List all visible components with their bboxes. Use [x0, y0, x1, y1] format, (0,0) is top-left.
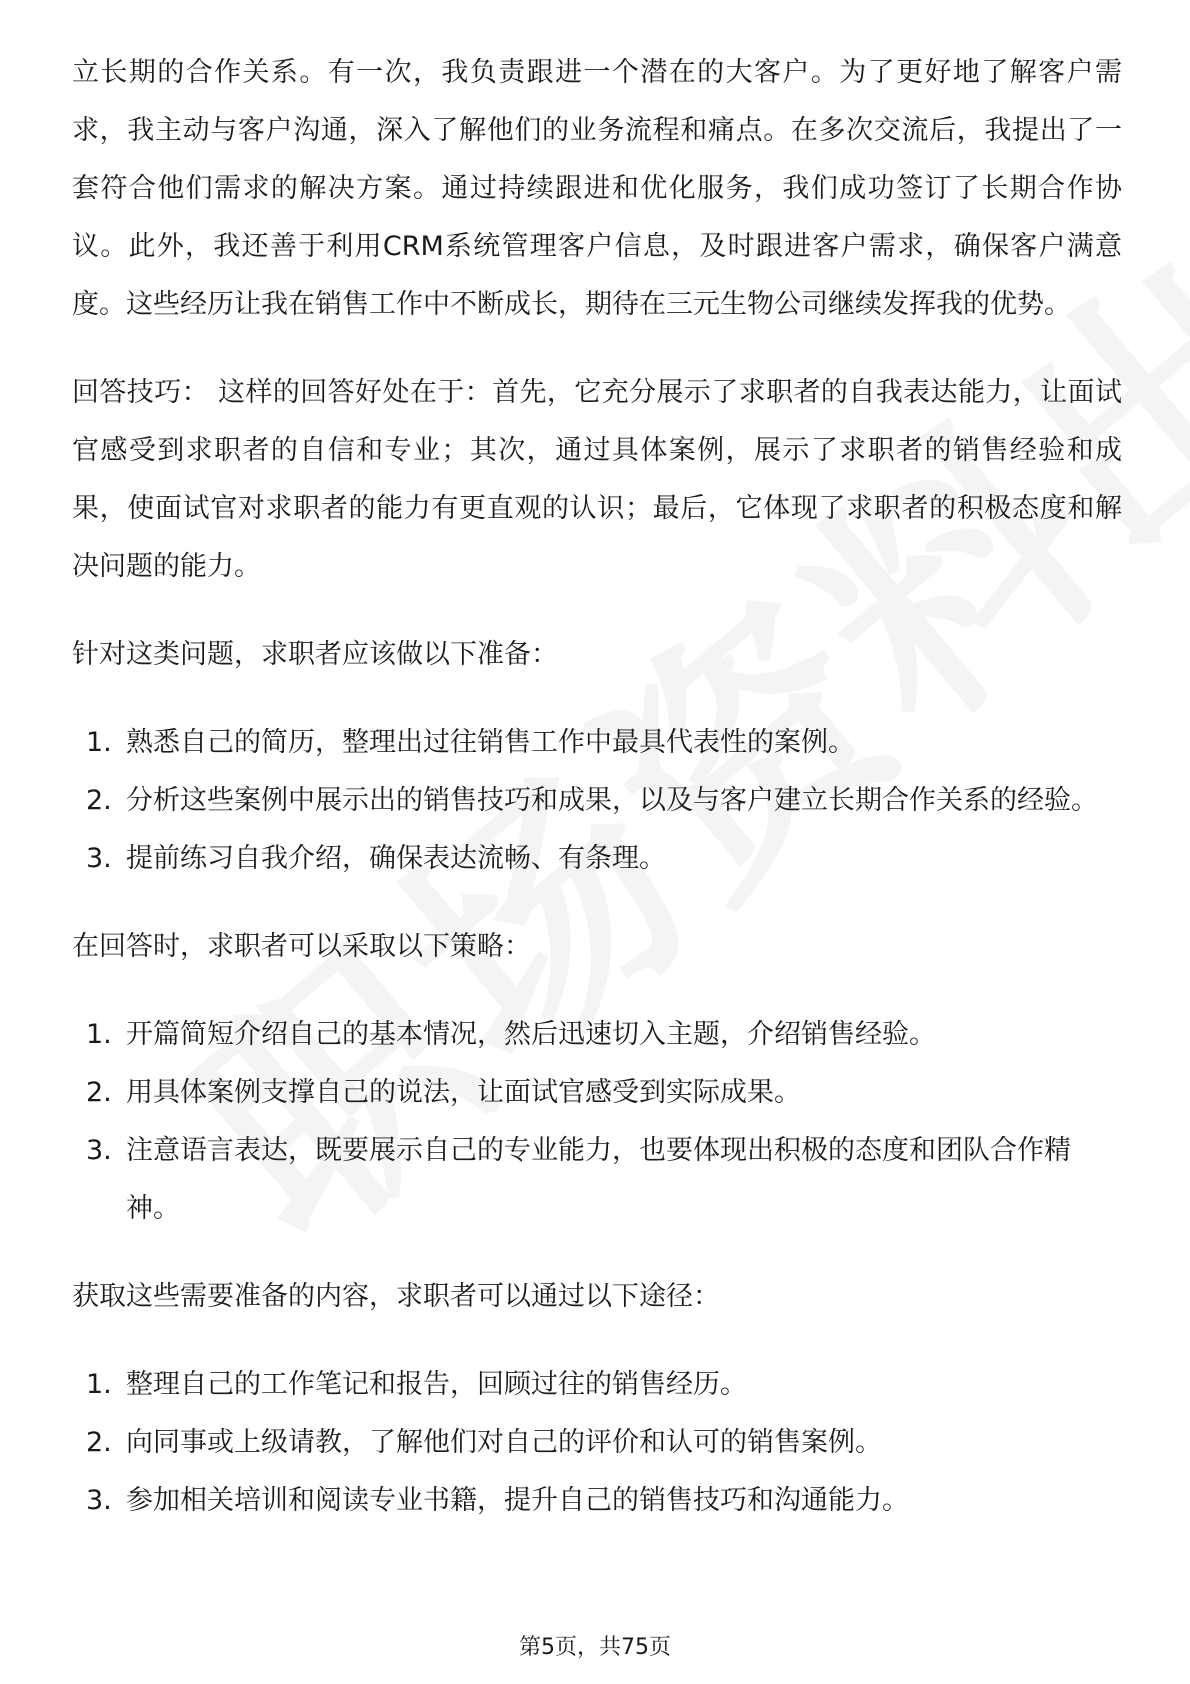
tips-paragraph: 回答技巧： 这样的回答好处在于：首先，它充分展示了求职者的自我表达能力，让面试官感受到求职者的自信和专业；其次，通过具体案例，展示了求职者的销售经验和成果，使面试官对求职者的能力有更直观的认识；最后，它体现了求职者的积极态度和解决问题的能力。	[72, 377, 1122, 582]
page-number: 第5页，共75页	[519, 1635, 671, 1660]
list-item: 3. 参加相关培训和阅读专业书籍，提升自己的销售技巧和沟通能力。	[86, 1485, 909, 1516]
list-item: 2. 向同事或上级请教，了解他们对自己的评价和认可的销售案例。	[86, 1427, 882, 1458]
intro-paragraph: 立长期的合作关系。有一次，我负责跟进一个潜在的大客户。为了更好地了解客户需求，我主动与客户沟通，深入了解他们的业务流程和痛点。在多次交流后，我提出了一套符合他们需求的解决方案。通过持续跟进和优化服务，我们成功签订了长期合作协议。此外，我还善于利用CRM系统管理客户信息，及时跟进客户需求，确保客户满意度。这些经历让我在销售工作中不断成长，期待在三元生物公司继续发挥我的优势。	[72, 57, 1122, 320]
strategy-heading: 在回答时，求职者可以采取以下策略：	[72, 931, 531, 962]
list-item: 2. 用具体案例支撑自己的说法，让面试官感受到实际成果。	[86, 1077, 801, 1108]
document-body	[72, 44, 1122, 1560]
list-item: 3. 提前练习自我介绍，确保表达流畅、有条理。	[86, 843, 666, 874]
list-item: 3. 注意语言表达，既要展示自己的专业能力，也要体现出积极的态度和团队合作精神。	[86, 1135, 1071, 1224]
strategy-list	[72, 1006, 1122, 1238]
prep-list	[72, 714, 1122, 888]
prep-heading: 针对这类问题，求职者应该做以下准备：	[72, 639, 558, 670]
list-item: 1. 整理自己的工作笔记和报告，回顾过往的销售经历。	[86, 1369, 747, 1400]
sources-heading: 获取这些需要准备的内容，求职者可以通过以下途径：	[72, 1281, 720, 1312]
list-item: 1. 熟悉自己的简历，整理出过往销售工作中最具代表性的案例。	[86, 727, 855, 758]
sources-list	[72, 1356, 1122, 1530]
list-item: 2. 分析这些案例中展示出的销售技巧和成果，以及与客户建立长期合作关系的经验。	[86, 785, 1098, 816]
list-item: 1. 开篇简短介绍自己的基本情况，然后迅速切入主题，介绍销售经验。	[86, 1019, 936, 1050]
